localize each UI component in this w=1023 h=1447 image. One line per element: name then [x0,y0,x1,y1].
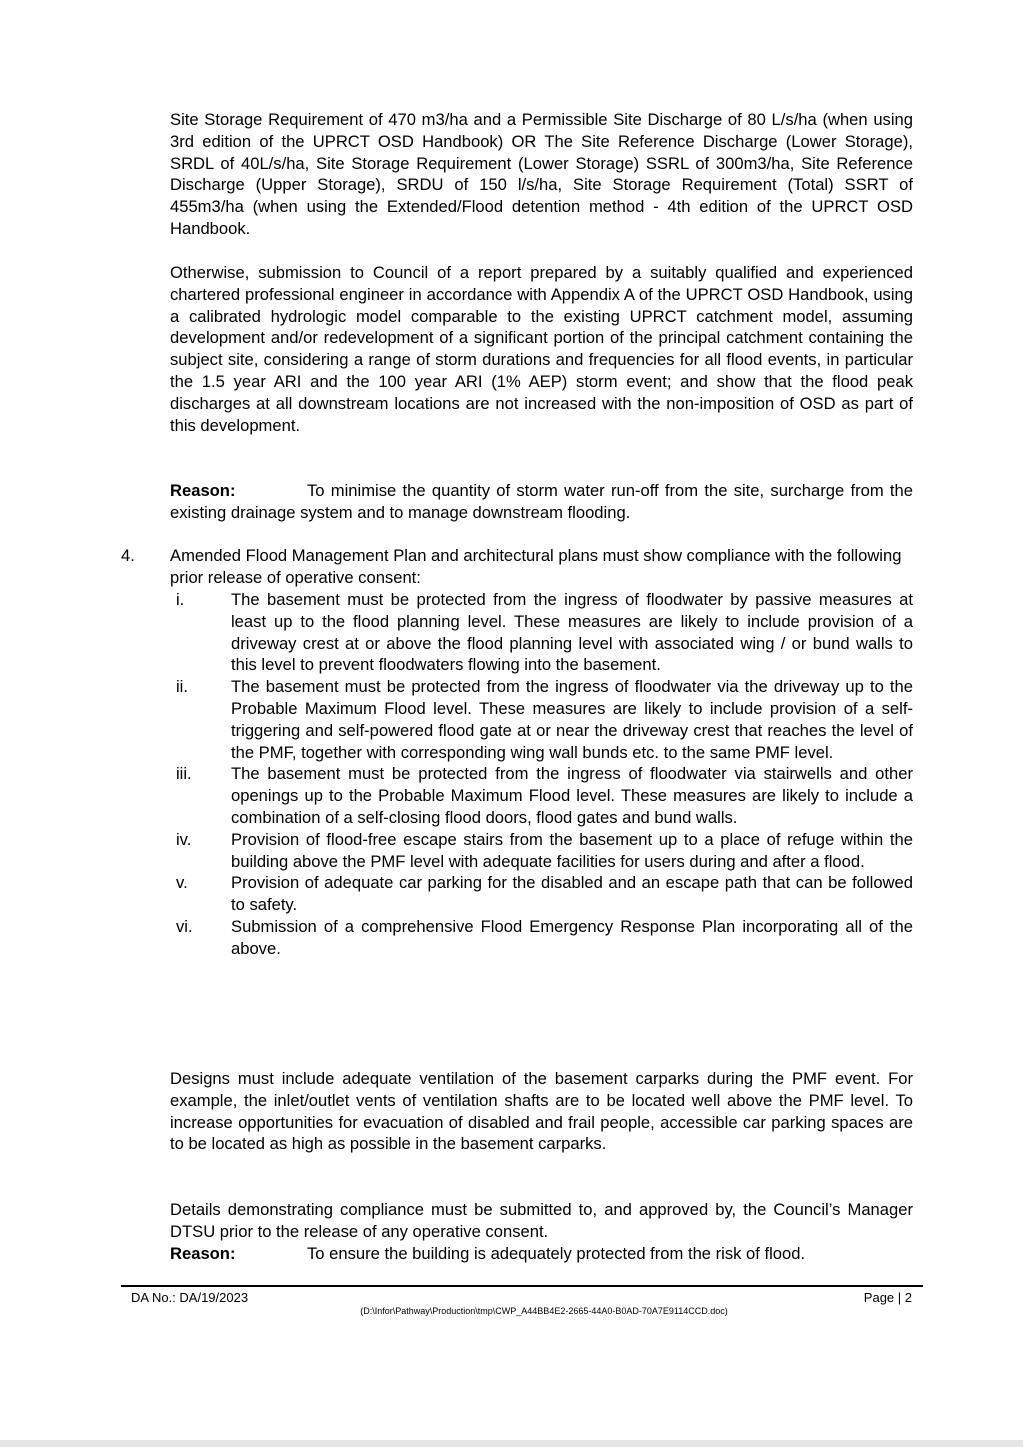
list-item [170,872,913,916]
paragraph-text: Otherwise, submission to Council of a report prepared by a suitably qualified and experienced chartered professional engineer in accordance with Appendix A of the UPRCT OSD Handbook, using a calibrated hydrologic model comparable to the existing UPRCT catchment model, assuming development and/or redevelopment of a significant portion of the principal catchment containing the subject site, considering a range of storm durations and frequencies for all flood events, in particular the 1.5 year ARI and the 100 year ARI (1% AEP) storm event; and show that the flood peak discharges at all downstream locations are not increased with the non-imposition of OSD as part of this development. [170,263,913,435]
page-bottom-edge [0,1440,1023,1447]
footer-divider [121,1285,923,1287]
reason-label: Reason: [170,481,236,500]
footer-da-number: DA No.: DA/19/2023 [131,1290,249,1305]
item-intro [170,545,913,589]
reason-label: Reason: [170,1243,236,1263]
paragraph-otherwise [170,262,913,436]
paragraph-text: Designs must include adequate ventilation of the basement carparks during the PMF event. For example, the inlet/outlet vents of ventilation shafts are to be located well above the PMF level. To increase opportunities for evacuation of disabled and frail people, accessible car parking spaces are to be located as high as possible in the basement carparks. [170,1069,913,1154]
list-item-text: Submission of a comprehensive Flood Emergency Response Plan incorporating all of the above. [231,916,913,958]
list-item [170,829,913,873]
footer-file-path: (D:\Infor\Pathway\Production\tmp\CWP_A44BB4E2-2665-44A0-B0AD-70A7E9114CCD.doc) [360,1306,728,1316]
paragraph-osd-requirements [170,109,913,240]
list-item-number: v. [176,873,188,893]
list-item [170,916,913,960]
list-item-number: vi. [176,916,193,936]
list-item [170,676,913,763]
list-item-number: iii. [176,764,192,784]
list-item-number: iv. [176,829,192,849]
paragraph-designs [170,1068,913,1155]
list-item-text: The basement must be protected from the ingress of floodwater by passive measures at least up to the flood planning level. These measures are likely to include provision of a driveway crest at or above the flood planning level with associated wing / or bund walls to this level to prevent floodwaters flowing into the basement. [231,590,913,675]
list-item-text: The basement must be protected from the ingress of floodwater via stairwells and other openings up to the Probable Maximum Flood level. These measures are likely to include a combination of a self-closing flood doors, flood gates and bund walls. [231,764,913,827]
list-item-number: ii. [176,677,188,697]
reason-text: To minimise the quantity of storm water run-off from the site, surcharge from the existing drainage system and to manage downstream flooding. [170,481,913,522]
reason-block-1 [170,480,913,524]
list-item [170,763,913,828]
paragraph-text: Site Storage Requirement of 470 m3/ha and a Permissible Site Discharge of 80 L/s/ha (when using 3rd edition of the UPRCT OSD Handbook) OR The Site Reference Discharge (Lower Storage), SRDL of 40L/s/ha, Site Storage Requirement (Lower Storage) SSRL of 300m3/ha, Site Reference Discharge (Upper Storage), SRDU of 150 l/s/ha, Site Storage Requirement (Total) SSRT of 455m3/ha (when using the Extended/Flood detention method - 4th edition of the UPRCT OSD Handbook. [170,110,913,238]
paragraph-details [170,1199,913,1264]
list-item-text: Provision of flood-free escape stairs from the basement up to a place of refuge within the building above the PMF level with adequate facilities for users during and after a flood. [231,829,913,871]
list-item-text: The basement must be protected from the ingress of floodwater via the driveway up to the Probable Maximum Flood level. These measures are likely to include provision of a self-triggering and self-powered flood gate at or near the driveway crest that reaches the level of the PMF, together with corresponding wing wall bunds etc. to the same PMF level. [231,677,913,762]
sub-item-list [170,589,913,960]
item-intro-text: Amended Flood Management Plan and architectural plans must show compliance with the following prior release of operative consent: [170,546,902,587]
reason-block-2 [170,1243,913,1265]
list-item-text: Provision of adequate car parking for the disabled and an escape path that can be followed to safety. [231,873,913,915]
paragraph-text: Details demonstrating compliance must be submitted to, and approved by, the Council’s Manager DTSU prior to the release of any operative consent. [170,1200,913,1241]
reason-text: To ensure the building is adequately protected from the risk of flood. [307,1243,806,1263]
item-number: 4. [121,546,135,565]
footer-page-number: Page | 2 [863,1290,912,1305]
list-item-number: i. [176,590,185,609]
list-item [170,589,913,676]
